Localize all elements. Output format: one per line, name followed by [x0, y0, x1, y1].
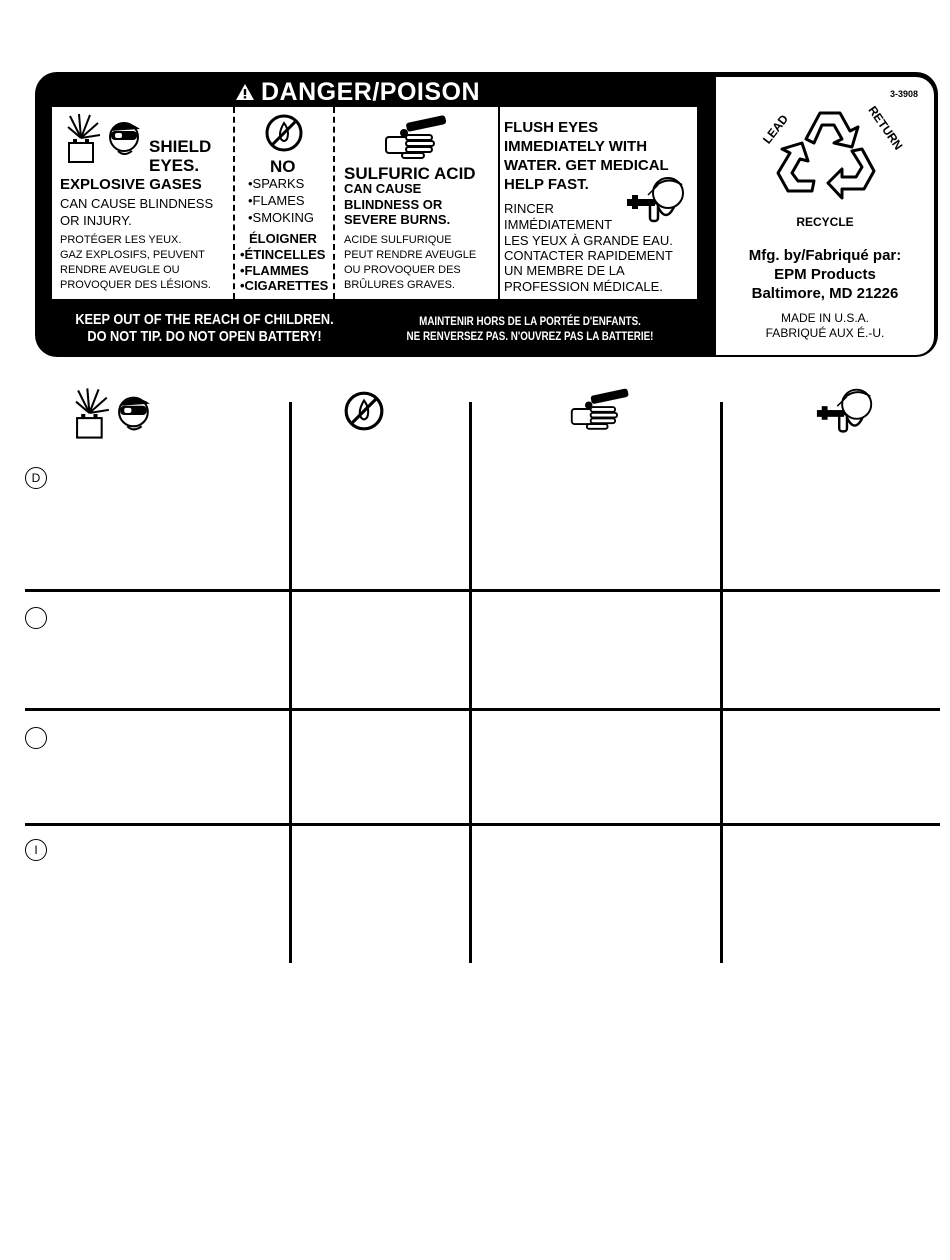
flush-heading: WATER. GET MEDICAL — [504, 157, 669, 174]
shield-heading: EYES. — [149, 156, 200, 175]
manufacturer-line: Mfg. by/Fabriqué par: — [748, 247, 902, 264]
shield-subheading: EXPLOSIVE GASES — [60, 176, 202, 193]
no-heading: NO — [270, 157, 296, 176]
eyewash-icon — [624, 173, 690, 229]
explosion-goggles-icon — [74, 385, 156, 443]
shield-heading: SHIELD — [149, 137, 212, 156]
table-row-divider — [25, 708, 940, 711]
explosion-goggles-icon — [66, 113, 146, 165]
shield-text: OR INJURY. — [60, 213, 132, 228]
shield-text-fr: RENDRE AVEUGLE OU — [60, 264, 180, 276]
no-item: •SPARKS — [248, 176, 305, 191]
table-row-divider — [25, 589, 940, 592]
panel-divider — [498, 107, 500, 299]
row-marker — [25, 607, 47, 629]
acid-text-fr: PEUT RENDRE AVEUGLE — [344, 249, 477, 261]
shield-text-fr: PROVOQUER DES LÉSIONS. — [60, 279, 211, 291]
table-row-divider — [25, 823, 940, 826]
acid-text: BLINDNESS OR — [344, 197, 443, 212]
manufacturer-line: Baltimore, MD 21226 — [751, 285, 899, 302]
acid-text-fr: OU PROVOQUER DES — [344, 264, 461, 276]
table-column-divider — [289, 402, 292, 963]
flush-text-fr: CONTACTER RAPIDEMENT — [504, 248, 673, 263]
recycle-return-text: RETURN — [865, 103, 906, 153]
no-heading-fr: ÉLOIGNER — [249, 231, 317, 246]
flush-heading: IMMEDIATELY WITH — [504, 138, 648, 155]
acid-hand-icon — [382, 115, 452, 159]
shield-text-fr: GAZ EXPLOSIFS, PEUVENT — [60, 249, 205, 261]
made-in-line: FABRIQUÉ AUX É.-U. — [765, 326, 885, 340]
row-marker: I — [25, 839, 47, 861]
no-item-fr: •CIGARETTES — [240, 278, 329, 293]
panel-divider — [233, 107, 235, 299]
flush-text-fr: PROFESSION MÉDICALE. — [504, 279, 663, 294]
recycle-panel — [716, 77, 934, 355]
no-item-fr: •FLAMMES — [240, 263, 309, 278]
flush-text-fr: UN MEMBRE DE LA — [504, 263, 625, 278]
recycle-lead-text: LEAD — [759, 112, 792, 147]
no-flame-icon — [264, 113, 304, 153]
eyewash-icon — [814, 384, 878, 440]
shield-text: CAN CAUSE BLINDNESS — [60, 196, 214, 211]
children-warning-fr: MAINTENIR HORS DE LA PORTÉE D'ENFANTS. NE RENVERSEZ PAS. N'OUVREZ PAS LA BATTERIE! — [406, 314, 654, 343]
flush-heading: FLUSH EYES — [504, 119, 599, 136]
panel-divider — [333, 107, 335, 299]
acid-text: CAN CAUSE — [344, 181, 422, 196]
table-column-divider — [469, 402, 472, 963]
warning-triangle-icon — [235, 83, 255, 101]
acid-hand-icon — [568, 388, 634, 430]
recycle-label: RECYCLE — [796, 215, 854, 229]
acid-text: SEVERE BURNS. — [344, 212, 451, 227]
shield-text-fr: PROTÉGER LES YEUX. — [60, 234, 182, 246]
row-marker: D — [25, 467, 47, 489]
no-item-fr: •ÉTINCELLES — [240, 247, 326, 262]
flush-heading: HELP FAST. — [504, 176, 589, 193]
row-marker — [25, 727, 47, 749]
label-code: 3-3908 — [889, 89, 918, 99]
acid-text-fr: BRÛLURES GRAVES. — [344, 279, 456, 291]
no-item: •SMOKING — [248, 210, 314, 225]
danger-title: DANGER/POISON — [0, 78, 715, 107]
acid-heading: SULFURIC ACID — [344, 164, 476, 183]
warning-panel — [52, 107, 697, 299]
recycle-icon — [750, 99, 906, 214]
table-column-divider — [720, 402, 723, 963]
no-flame-icon — [343, 390, 385, 432]
children-warning: KEEP OUT OF THE REACH OF CHILDREN. DO NOT TIP. DO NOT OPEN BATTERY! — [75, 311, 334, 345]
acid-text-fr: ACIDE SULFURIQUE — [344, 234, 452, 246]
made-in-line: MADE IN U.S.A. — [780, 311, 869, 325]
manufacturer-line: EPM Products — [774, 266, 876, 283]
no-item: •FLAMES — [248, 193, 305, 208]
flush-text-fr: IMMÉDIATEMENT — [504, 217, 613, 232]
flush-text-fr: RINCER — [504, 201, 554, 216]
flush-text-fr: LES YEUX À GRANDE EAU. — [504, 233, 673, 248]
